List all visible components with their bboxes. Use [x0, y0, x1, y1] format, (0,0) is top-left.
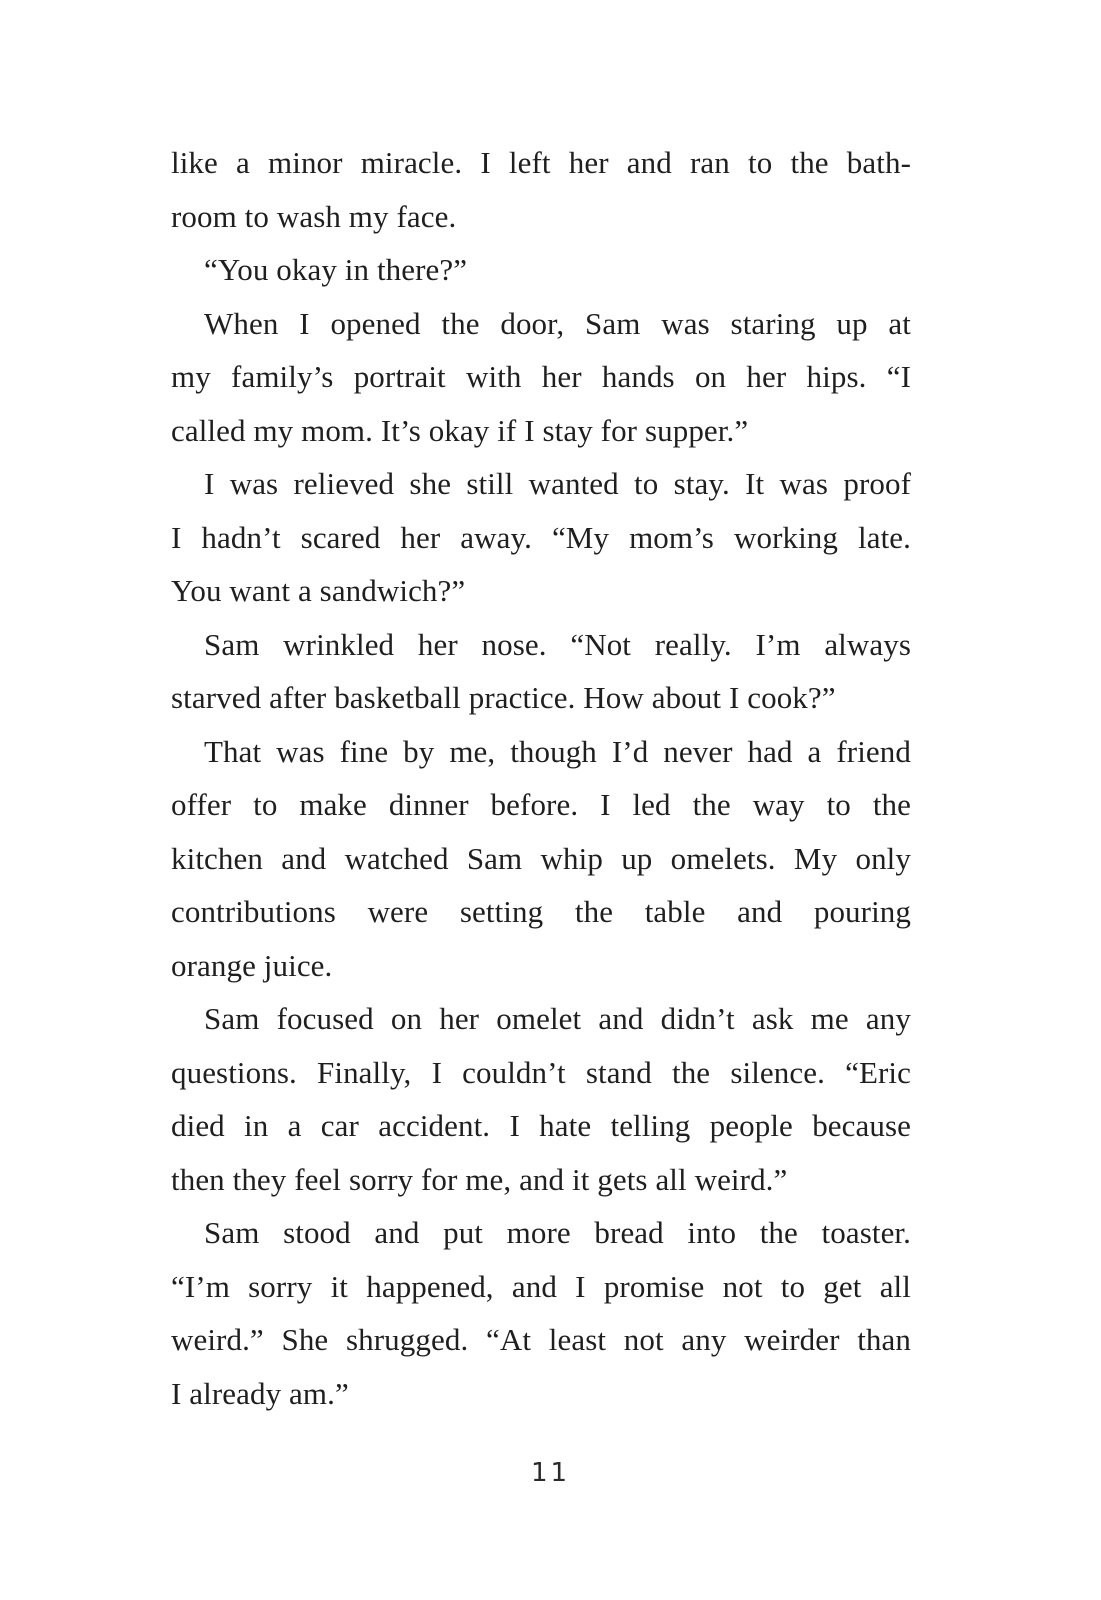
text-line: weird.” She shrugged. “At least not any weirder than [171, 1322, 911, 1357]
text-line: room to wash my face. [171, 198, 457, 234]
text-line: my family’s portrait with her hands on her hips. “I [171, 359, 911, 394]
text-line: called my mom. It’s okay if I stay for supper.” [171, 412, 749, 448]
text-line: “You okay in there?” [204, 252, 468, 287]
text-line: orange juice. [171, 947, 333, 983]
text-line: died in a car accident. I hate telling people because [171, 1108, 911, 1143]
text-line: like a minor miracle. I left her and ran to the bath- [171, 145, 911, 180]
text-line: kitchen and watched Sam whip up omelets. My only [171, 840, 911, 876]
text-line: “I’m sorry it happened, and I promise not to get all [171, 1268, 911, 1304]
text-line: Sam stood and put more bread into the toaster. [204, 1215, 911, 1250]
text-line: starved after basketball practice. How about I cook?” [171, 680, 836, 715]
text-line: I hadn’t scared her away. “My mom’s working late. [171, 519, 911, 555]
text-line: Sam wrinkled her nose. “Not really. I’m always [204, 626, 911, 662]
text-line: Sam focused on her omelet and didn’t ask me any [204, 1001, 911, 1036]
text-line: questions. Finally, I couldn’t stand the silence. “Eric [171, 1054, 911, 1090]
text-line: I was relieved she still wanted to stay. It was proof [204, 466, 911, 501]
body-text [171, 136, 911, 1420]
text-line: I already am.” [171, 1375, 349, 1411]
text-line: contributions were setting the table and pouring [171, 894, 911, 929]
text-line: then they feel sorry for me, and it gets all weird.” [171, 1161, 788, 1197]
page-number: 11 [530, 1458, 571, 1488]
text-line: You want a sandwich?” [171, 573, 466, 608]
text-line: offer to make dinner before. I led the way to the [171, 787, 911, 822]
text-line: That was fine by me, though I’d never had a friend [204, 733, 911, 769]
text-line: When I opened the door, Sam was staring up at [204, 305, 911, 341]
